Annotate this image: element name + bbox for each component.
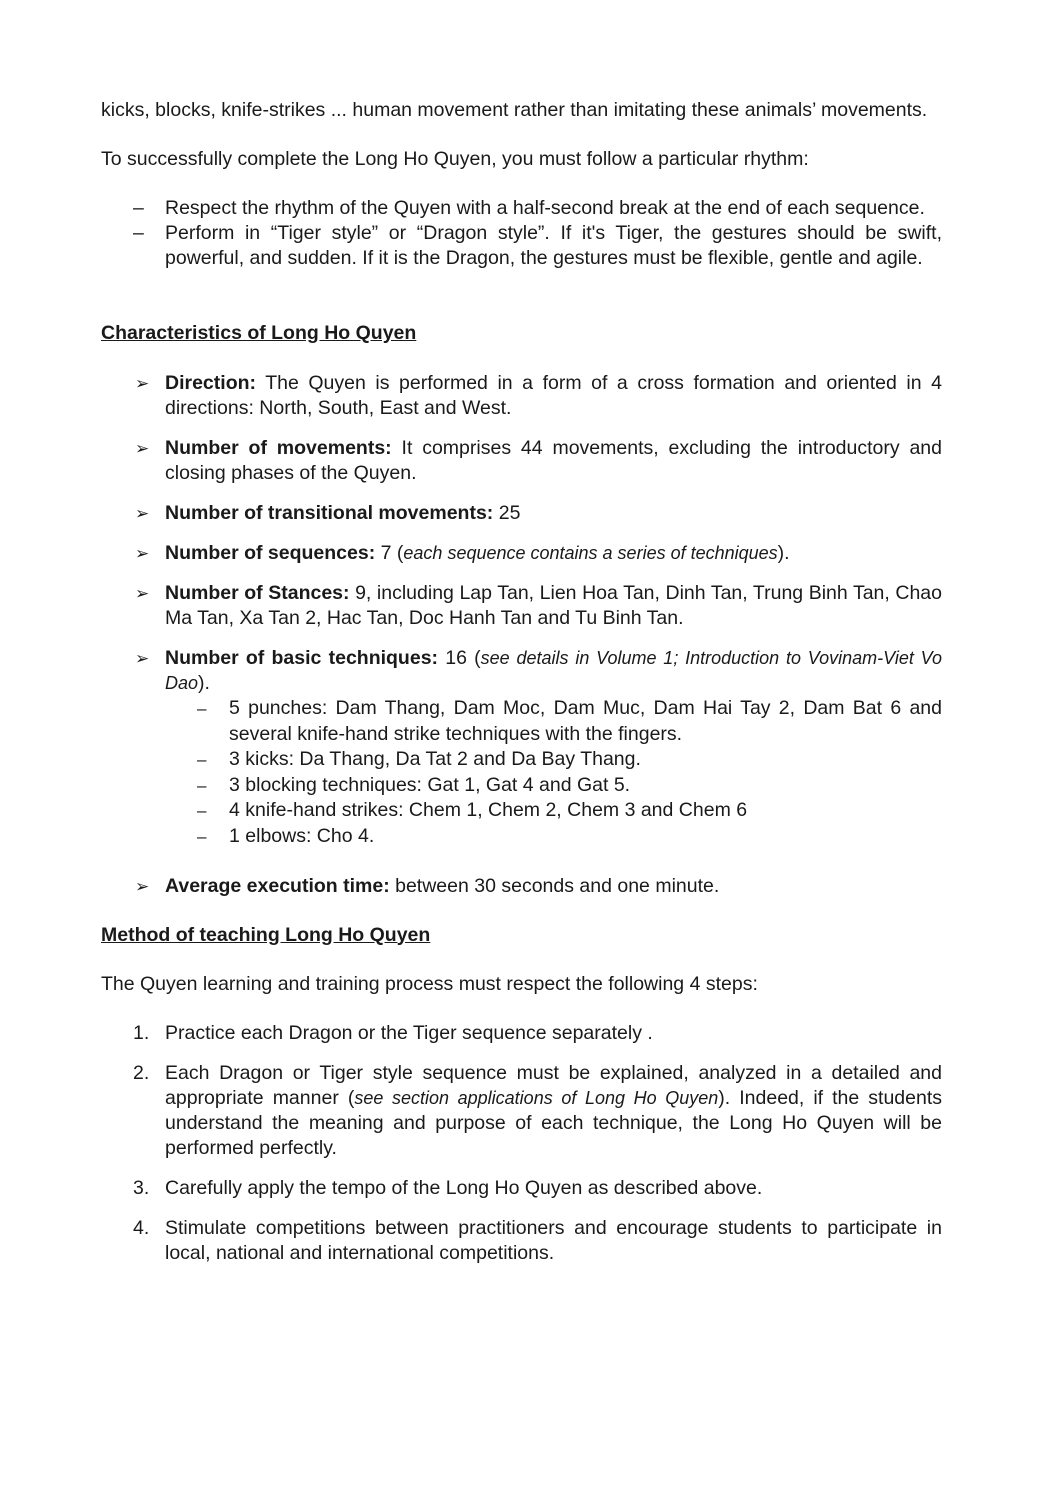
document-page: [101, 98, 942, 1281]
item-label: Number of transitional movements:: [165, 502, 494, 524]
item-label: Average execution time:: [165, 874, 390, 897]
step-text: Carefully apply the tempo of the Long Ho Quyen as described above.: [165, 1176, 763, 1199]
step-number: 2.: [133, 1061, 150, 1084]
arrow-bullet-icon: ➢: [135, 374, 150, 393]
sub-list-item: [165, 773, 942, 799]
step-text: Each Dragon or Tiger style sequence must be explained, analyzed in a detailed and appropriate manner (: [165, 1061, 942, 1109]
step-item: [101, 1021, 942, 1046]
step-item: [101, 1176, 942, 1201]
item-text: 7 (: [375, 542, 404, 564]
step-number: 3.: [133, 1176, 150, 1199]
sub-item-text: 1 elbows: Cho 4.: [229, 824, 375, 847]
sub-item-text: 4 knife-hand strikes: Chem 1, Chem 2, Chem 3 and Chem 6: [229, 799, 748, 822]
list-item: [101, 436, 942, 486]
dash-marker: –: [197, 750, 207, 770]
step-item: [101, 1216, 942, 1266]
list-item: [101, 581, 942, 631]
item-label: Number of Stances:: [165, 582, 350, 604]
dash-marker: –: [197, 699, 207, 718]
item-label: Number of sequences:: [165, 542, 376, 564]
step-item: [101, 1061, 942, 1161]
step-text: Practice each Dragon or the Tiger sequence separately .: [165, 1021, 653, 1044]
arrow-bullet-icon: ➢: [135, 544, 150, 563]
item-text-after: ).: [777, 542, 790, 564]
dash-marker: –: [133, 197, 144, 219]
rhythm-intro: To successfully complete the Long Ho Quyen, you must follow a particular rhythm:: [101, 148, 809, 170]
arrow-bullet-icon: ➢: [135, 584, 150, 603]
step-number: 1.: [133, 1021, 150, 1044]
characteristics-list: [101, 371, 942, 899]
dash-marker: –: [197, 826, 207, 846]
list-item: [101, 501, 942, 526]
method-intro: The Quyen learning and training process must respect the following 4 steps:: [101, 972, 758, 995]
steps-list: [101, 1021, 942, 1266]
item-label: Number of movements:: [165, 437, 392, 459]
step-text-after: ). Indeed, if the students understand the meaning and purpose of each technique, the Long Ho Quyen will be performed perfectly.: [165, 1086, 942, 1159]
sub-list-item: [165, 798, 942, 824]
list-item: [101, 196, 942, 221]
item-text: 16 (: [438, 647, 481, 669]
arrow-bullet-icon: ➢: [135, 504, 150, 523]
sub-item-text: 5 punches: Dam Thang, Dam Moc, Dam Muc, Dam Hai Tay 2, Dam Bat 6 and several knife-hand strike techniques with the fingers.: [229, 697, 942, 745]
list-item-text: Perform in “Tiger style” or “Dragon style”. If it's Tiger, the gestures should be swift, powerful, and sudden. If it is the Dragon, the gestures must be flexible, gentle and agile.: [165, 222, 942, 269]
sub-item-text: 3 kicks: Da Thang, Da Tat 2 and Da Bay Thang.: [229, 748, 641, 771]
item-label: Number of basic techniques:: [165, 647, 439, 669]
item-text: between 30 seconds and one minute.: [389, 874, 720, 897]
sub-item-text: 3 blocking techniques: Gat 1, Gat 4 and Gat 5.: [229, 773, 631, 796]
item-text: It comprises 44 movements, excluding the introductory and closing phases of the Quyen.: [165, 437, 942, 484]
list-item: [101, 541, 942, 566]
item-text: 25: [493, 502, 521, 524]
dash-marker: –: [133, 222, 144, 244]
item-italic-note: each sequence contains a series of techniques: [403, 543, 778, 563]
step-text: Stimulate competitions between practitioners and encourage students to participate in local, national and international competitions.: [165, 1216, 942, 1264]
intro-paragraph: kicks, blocks, knife-strikes ... human movement rather than imitating these animals’ movements.: [101, 99, 928, 121]
sub-list-item: [165, 747, 942, 773]
item-italic-note: see details in Volume 1; Introduction to Vovinam-Viet Vo Dao: [165, 648, 942, 693]
list-item: [101, 221, 942, 271]
item-text: The Quyen is performed in a form of a cross formation and oriented in 4 directions: North, South, East and West.: [165, 372, 942, 419]
sub-list-item: [165, 696, 942, 747]
list-item: [101, 371, 942, 421]
step-italic-note: see section applications of Long Ho Quyen: [354, 1087, 719, 1108]
step-number: 4.: [133, 1216, 150, 1239]
rhythm-list: [101, 196, 942, 271]
arrow-bullet-icon: ➢: [135, 439, 150, 458]
list-item-text: Respect the rhythm of the Quyen with a half-second break at the end of each sequence.: [165, 197, 925, 219]
dash-marker: –: [197, 801, 207, 821]
list-item: [101, 646, 942, 850]
item-label: Direction:: [165, 372, 257, 394]
dash-marker: –: [197, 775, 207, 795]
arrow-bullet-icon: ➢: [135, 649, 150, 668]
item-text-after: ).: [198, 672, 210, 694]
arrow-bullet-icon: ➢: [135, 876, 150, 896]
item-text: 9, including Lap Tan, Lien Hoa Tan, Dinh Tan, Trung Binh Tan, Chao Ma Tan, Xa Tan 2, Hac Tan, Doc Hanh Tan and Tu Binh Tan.: [165, 582, 942, 629]
section-heading-characteristics: Characteristics of Long Ho Quyen: [101, 322, 417, 344]
sub-list-item: [165, 824, 942, 850]
section-heading-method: Method of teaching Long Ho Quyen: [101, 923, 431, 946]
techniques-sublist: [165, 696, 942, 850]
list-item: [101, 874, 942, 899]
